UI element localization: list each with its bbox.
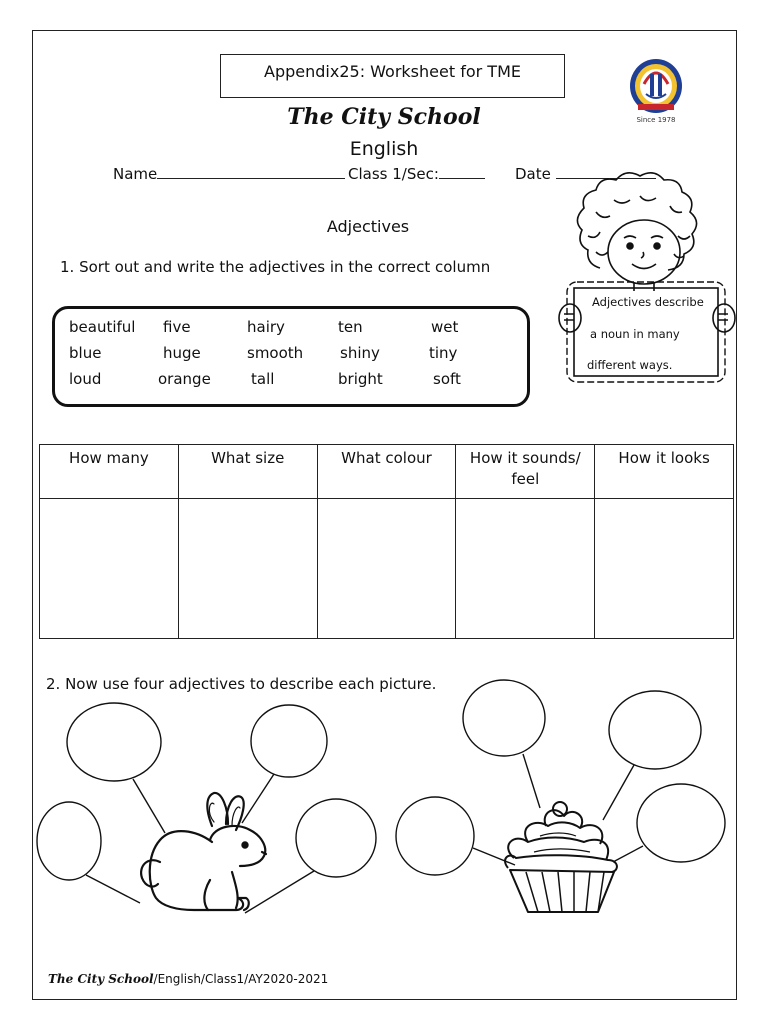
word: loud [69, 370, 102, 388]
cupcake-bubble-1 [463, 680, 545, 756]
rabbit-picture [141, 793, 266, 910]
word: orange [158, 370, 211, 388]
footer-school: The City School [48, 972, 154, 986]
topic-title: Adjectives [326, 217, 410, 236]
question-2: 2. Now use four adjectives to describe each picture. [46, 675, 437, 693]
word: bright [338, 370, 383, 388]
word: huge [163, 344, 201, 362]
note-line-3: different ways. [587, 358, 673, 372]
cupcake-picture [505, 802, 617, 912]
header-how-it-sounds-feel: How it sounds/ feel [456, 445, 595, 499]
rabbit-bubble-2 [251, 705, 327, 777]
cupcake-bubble-4 [637, 784, 725, 862]
header-how-it-looks: How it looks [595, 445, 734, 499]
rabbit-bubble-4 [296, 799, 376, 877]
rabbit-bubble-1 [67, 703, 161, 781]
footer [48, 972, 328, 986]
class-label: Class 1/Sec: [348, 165, 439, 183]
cupcake-bubble-3 [396, 797, 474, 875]
date-label: Date [515, 165, 551, 183]
appendix-title: Appendix25: Worksheet for TME [220, 54, 565, 98]
header-what-colour: What colour [317, 445, 456, 499]
note-line-1: Adjectives describe [592, 295, 704, 309]
logo-caption: Since 1978 [636, 116, 676, 124]
name-label: Name [113, 165, 158, 183]
word: shiny [340, 344, 380, 362]
word: blue [69, 344, 102, 362]
cupcake-bubble-2 [609, 691, 701, 769]
word: tall [251, 370, 275, 388]
school-name: The City School [287, 104, 481, 130]
word: smooth [247, 344, 304, 362]
word: beautiful [69, 318, 136, 336]
word: tiny [429, 344, 458, 362]
word: hairy [247, 318, 285, 336]
header-how-many: How many [40, 445, 179, 499]
subject-title: English [349, 138, 419, 160]
rabbit-bubble-3 [37, 802, 101, 880]
question-1: 1. Sort out and write the adjectives in the correct column [60, 258, 491, 276]
word: ten [338, 318, 363, 336]
word: soft [433, 370, 461, 388]
note-line-2: a noun in many [590, 327, 680, 341]
header-what-size: What size [178, 445, 317, 499]
word: five [163, 318, 191, 336]
footer-path: /English/Class1/AY2020-2021 [153, 972, 329, 986]
word: wet [431, 318, 459, 336]
